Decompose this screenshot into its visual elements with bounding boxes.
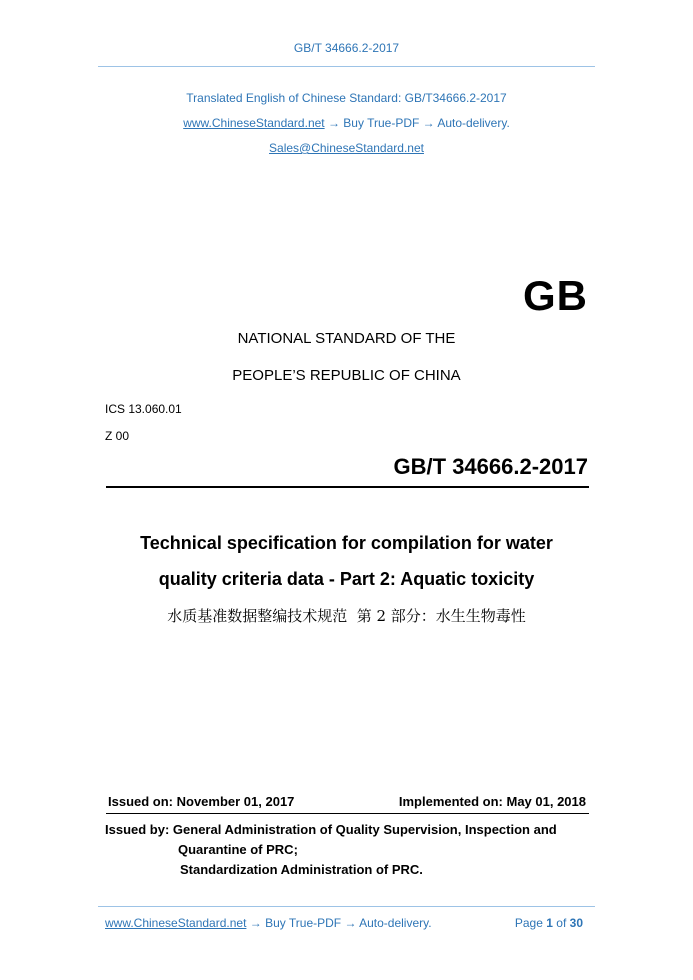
page-of: of bbox=[556, 916, 567, 930]
implemented-on: Implemented on: May 01, 2018 bbox=[398, 794, 586, 809]
issued-by-line1: Issued by: General Administration of Quality Supervision, Inspection and bbox=[105, 822, 557, 837]
banner-line3 bbox=[0, 141, 693, 155]
footer-site-link[interactable]: www.ChineseStandard.net bbox=[105, 916, 247, 930]
page-label: Page bbox=[514, 916, 543, 930]
ccs-code: Z 00 bbox=[105, 429, 130, 443]
footer-links bbox=[105, 916, 432, 930]
title-line1: Technical specification for compilation for water bbox=[140, 533, 553, 553]
banner-line2 bbox=[0, 116, 693, 130]
national-standard-line1: NATIONAL STANDARD OF THE bbox=[237, 330, 456, 347]
issued-on: Issued on: November 01, 2017 bbox=[108, 794, 295, 809]
footer-page-number bbox=[515, 916, 583, 930]
gb-logo: GB bbox=[523, 272, 588, 319]
national-standard-line2: PEOPLE’S REPUBLIC OF CHINA bbox=[232, 367, 461, 384]
ics-code: ICS 13.060.01 bbox=[105, 402, 182, 416]
footer-divider bbox=[98, 906, 595, 907]
banner-site-link[interactable]: www.ChineseStandard.net bbox=[183, 116, 325, 130]
header-code: GB/T 34666.2-2017 bbox=[293, 41, 400, 55]
page-current: 1 bbox=[546, 916, 553, 930]
footer-buy-text: → Buy True-PDF → Auto-delivery. bbox=[246, 916, 432, 930]
dates-rule bbox=[106, 813, 589, 814]
standard-number: GB/T 34666.2-2017 bbox=[393, 454, 588, 479]
issued-by-line3: Standardization Administration of PRC. bbox=[180, 862, 423, 877]
title-chinese: 水质基准数据整编技术规范 第 2 部分：水生生物毒性 bbox=[167, 607, 526, 625]
standard-number-rule bbox=[106, 486, 589, 488]
banner-line1: Translated English of Chinese Standard: GB/T34666.2-2017 bbox=[186, 91, 507, 105]
title-line2: quality criteria data - Part 2: Aquatic toxicity bbox=[158, 569, 535, 589]
issued-by-line2: Quarantine of PRC; bbox=[178, 842, 298, 857]
header-divider bbox=[98, 66, 595, 67]
banner-buy-text: → Buy True-PDF → Auto-delivery. bbox=[324, 116, 510, 130]
page-total: 30 bbox=[569, 916, 583, 930]
banner-email-link[interactable]: Sales@ChineseStandard.net bbox=[269, 141, 424, 155]
